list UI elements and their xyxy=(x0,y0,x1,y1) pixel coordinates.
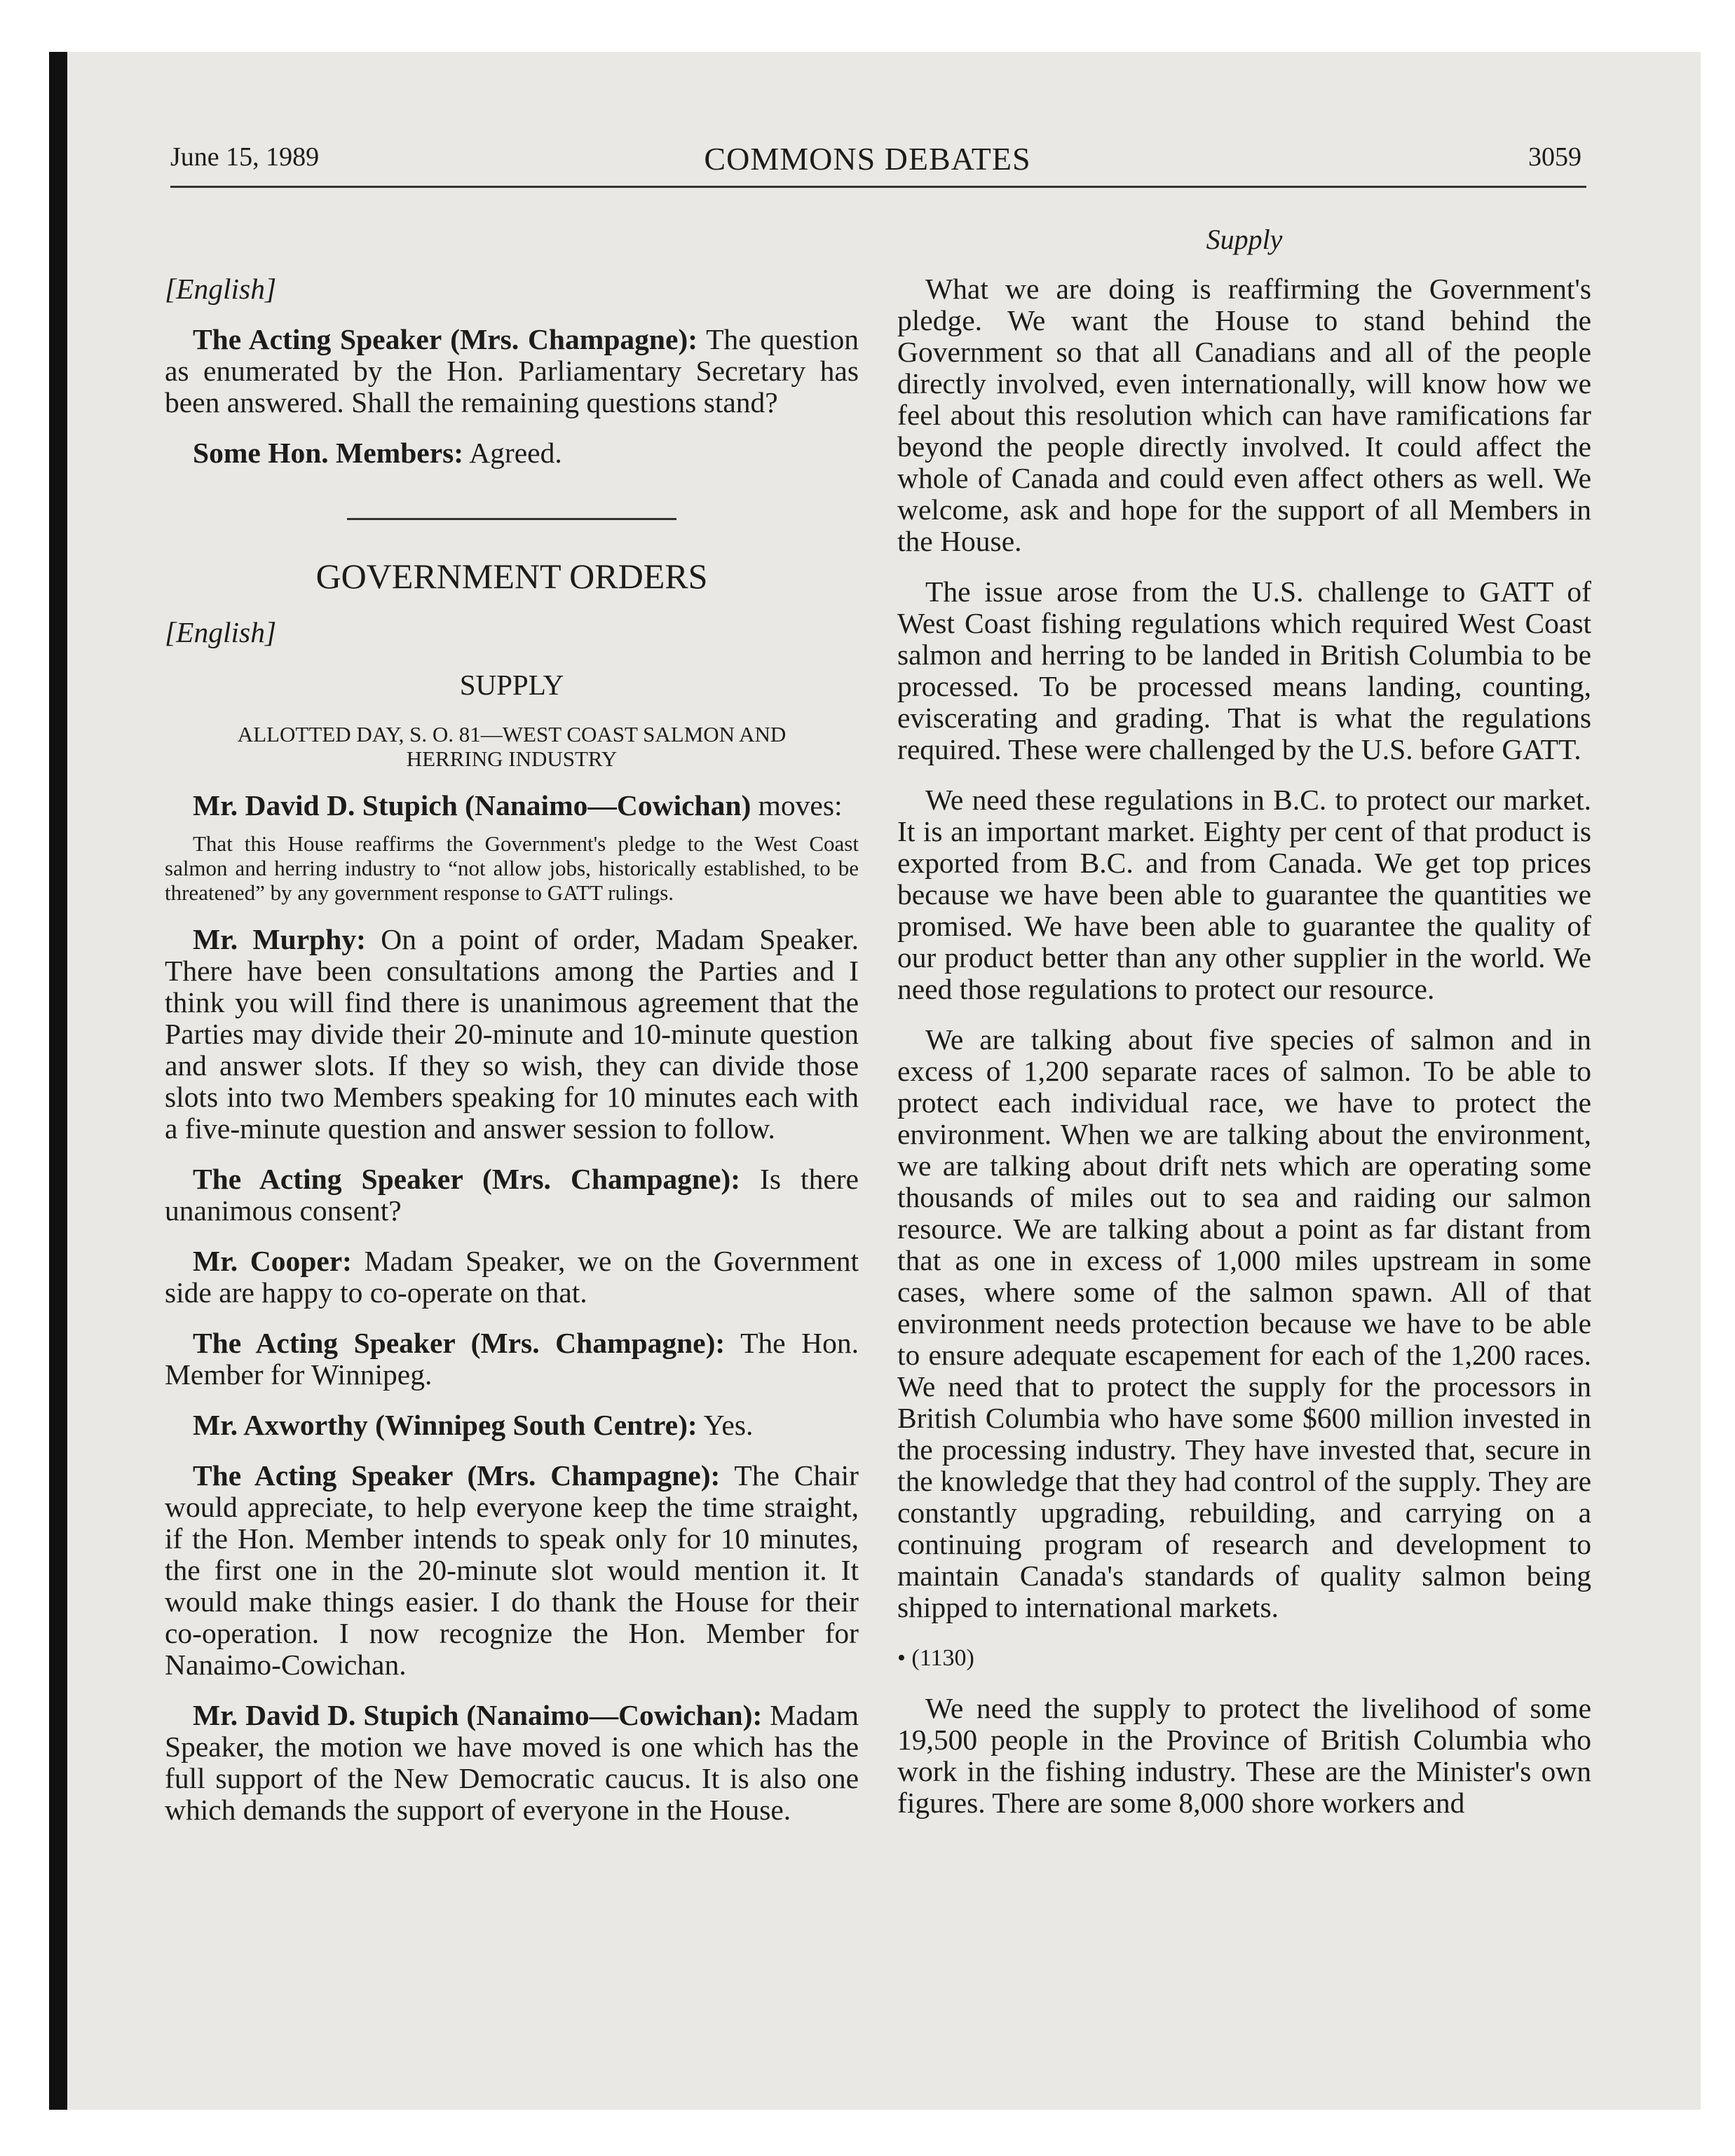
paragraph xyxy=(165,1460,859,1681)
paragraph xyxy=(165,790,859,821)
speaker-name: The Acting Speaker (Mrs. Champagne): xyxy=(193,1459,721,1492)
paragraph xyxy=(165,324,859,418)
paragraph xyxy=(165,924,859,1145)
paragraph xyxy=(165,1246,859,1309)
speech-text: The Hon. Member for Winnipeg. xyxy=(165,1327,859,1391)
speech-text: On a point of order, Madam Speaker. There have been consultations among the Parties and I think you will find there is unanimous agreement that the Parties may divide their 20-minute and 10-minute question and answer slots. If they so wish, they can divide those slots into two Members speaking for 10 minutes each with a five-minute question and answer session to follow. xyxy=(165,923,859,1145)
paragraph xyxy=(165,1164,859,1227)
speech-text: moves: xyxy=(751,789,843,821)
speech-text: The question as enumerated by the Hon. Parliamentary Secretary has been answered. Shall the remaining questions stand? xyxy=(165,323,859,418)
binding-shadow xyxy=(49,52,67,2110)
paragraph: The issue arose from the U.S. challenge to GATT of West Coast fishing regulations which required West Coast salmon and herring to be landed in British Columbia to be processed. To be processed means landing, counting, eviscerating and grading. That is what the regulations required. These were challenged by the U.S. before GATT. xyxy=(897,575,1591,765)
speech-text: Madam Speaker, the motion we have moved is one which has the full support of the New Democratic caucus. It is also one which demands the support of everyone in the House. xyxy=(165,1699,859,1826)
paragraph: What we are doing is reaffirming the Government's pledge. We want the House to stand behind the Government so that all Canadians and all of the people directly involved, even internationally, will know how we feel about this resolution which can have ramifications far beyond the people directly involved. It could affect the whole of Canada and could even affect others as well. We welcome, ask and hope for the support of all Members in the House. xyxy=(897,273,1591,557)
language-tag: [English] xyxy=(165,616,277,648)
time-marker: • (1130) xyxy=(897,1645,974,1671)
paragraph: We need these regulations in B.C. to protect our market. It is an important market. Eighty per cent of that product is exported from B.C. and from Canada. We get top prices because we have been able to guarantee the quantities we promised. We have been able to guarantee the quality of our product better than any other supplier in the world. We need those regulations to protect our resource. xyxy=(897,784,1591,1005)
allotted-day-heading: ALLOTTED DAY, S. O. 81—WEST COAST SALMON AND xyxy=(237,722,787,746)
page-date: June 15, 1989 xyxy=(170,142,320,172)
paragraph xyxy=(165,437,859,469)
speaker-name: Some Hon. Members: xyxy=(193,437,464,469)
speaker-name: The Acting Speaker (Mrs. Champagne): xyxy=(193,323,698,355)
speaker-name: Mr. Axworthy (Winnipeg South Centre): xyxy=(193,1409,698,1441)
speech-text: Agreed. xyxy=(463,437,562,469)
speech-text: Madam Speaker, we on the Government side are happy to co-operate on that. xyxy=(165,1245,859,1309)
speech-text: Yes. xyxy=(697,1409,754,1441)
right-column xyxy=(897,273,1591,1819)
section-title: GOVERNMENT ORDERS xyxy=(315,557,708,596)
paragraph: We need the supply to protect the livelihood of some 19,500 people in the Province of British Columbia who work in the fishing industry. These are the Minister's own figures. There are some 8,000 shore workers and xyxy=(897,1692,1591,1819)
speech-text: The Chair would appreciate, to help everyone keep the time straight, if the Hon. Member intends to speak only for 10 minutes, the first one in the 20-minute slot would mention it. It would make things easier. I do thank the House for their co-operation. I now recognize the Hon. Member for Nanaimo-Cowichan. xyxy=(165,1459,859,1681)
running-head: Supply xyxy=(1206,224,1283,255)
page-number: 3059 xyxy=(1528,142,1581,172)
paragraph: We are talking about five species of salmon and in excess of 1,200 separate races of salmon. To be able to protect each individual race, we have to protect the environment. When we are talking about the environment, we are talking about drift nets which are operating some thousands of miles out to sea and raiding our salmon resource. We are talking about a point as far distant from that as one in excess of 1,000 miles upstream in some cases, where some of the salmon spawn. All of that environment needs protection because we have to be able to ensure adequate escapement for each of the 1,200 races. We need that to protect the supply for the processors in British Columbia who have some $600 million invested in the processing industry. They have invested that, secure in the knowledge that they had control of the supply. They are constantly upgrading, rebuilding, and carrying on a continuing program of research and development to maintain Canada's standards of quality salmon being shipped to international markets. xyxy=(897,1023,1591,1623)
speech-text: Is there unanimous consent? xyxy=(165,1163,859,1227)
speaker-name: Mr. David D. Stupich (Nanaimo—Cowichan): xyxy=(193,1699,763,1731)
speaker-name: Mr. Cooper: xyxy=(193,1245,353,1277)
subsection-title: SUPPLY xyxy=(459,669,564,701)
publication-title: COMMONS DEBATES xyxy=(704,141,1031,177)
speaker-name: Mr. Murphy: xyxy=(193,923,366,955)
speaker-name: The Acting Speaker (Mrs. Champagne): xyxy=(193,1163,741,1195)
motion-text: That this House reaffirms the Government's pledge to the West Coast salmon and herring industry to “not allow jobs, historically established, to be threatened” by any government response to GATT rulings. xyxy=(165,831,859,905)
paragraph xyxy=(165,1410,859,1441)
language-tag: [English] xyxy=(165,273,277,305)
left-column xyxy=(165,273,859,1826)
paragraph xyxy=(165,1700,859,1826)
header-rule xyxy=(170,186,1586,188)
paragraph xyxy=(165,1328,859,1391)
speaker-name: Mr. David D. Stupich (Nanaimo—Cowichan) xyxy=(193,789,751,821)
allotted-day-heading: HERRING INDUSTRY xyxy=(406,746,618,771)
speaker-name: The Acting Speaker (Mrs. Champagne): xyxy=(193,1327,726,1359)
